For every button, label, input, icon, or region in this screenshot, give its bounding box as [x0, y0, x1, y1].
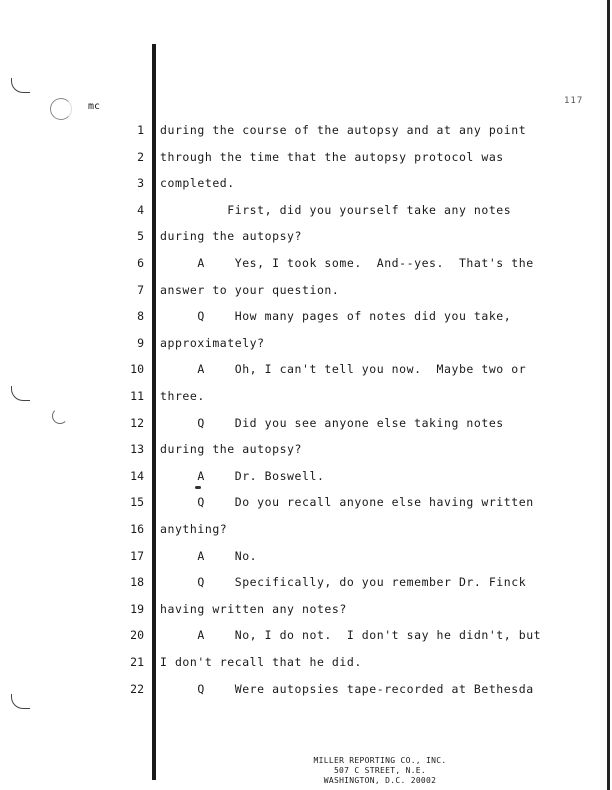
line-number: 4 [137, 202, 144, 217]
transcript-line [0, 682, 612, 704]
line-text: Q Did you see anyone else taking notes [160, 415, 504, 430]
line-number: 20 [130, 628, 144, 643]
line-number: 16 [130, 522, 144, 536]
footer-company: MILLER REPORTING CO., INC. [313, 756, 447, 765]
line-number: 11 [130, 389, 144, 403]
transcript-line [0, 283, 612, 305]
punch-hole-mark [11, 78, 30, 93]
transcript-line [0, 150, 612, 172]
typist-initials: mc [88, 101, 101, 112]
transcript-line [0, 176, 612, 198]
line-number: 5 [137, 229, 144, 244]
transcript-line [0, 655, 612, 677]
transcript-line [0, 229, 612, 251]
line-text: I don't recall that he did. [160, 655, 362, 669]
line-number: 9 [137, 335, 144, 350]
transcript-line [0, 549, 612, 571]
transcript-line [0, 469, 612, 491]
line-text: A No, I do not. I don't say he didn't, but [160, 628, 542, 643]
line-text: Q Do you recall anyone else having written [160, 495, 534, 510]
line-text: during the autopsy? [160, 229, 302, 244]
line-text: during the course of the autopsy and at any point [160, 123, 527, 137]
transcript-line [0, 309, 612, 331]
page-number: 117 [564, 96, 584, 106]
line-text: having written any notes? [160, 601, 347, 616]
line-text: A Dr. Boswell. [160, 468, 325, 483]
line-number: 7 [137, 282, 144, 297]
transcript-line [0, 123, 612, 145]
reporter-footer [290, 756, 470, 786]
transcript-line [0, 575, 612, 597]
line-text: three. [160, 389, 205, 403]
transcript-line [0, 362, 612, 384]
pen-mark [195, 486, 201, 489]
line-number: 3 [137, 176, 144, 191]
transcript-line [0, 442, 612, 464]
line-text: A No. [160, 548, 258, 563]
transcript-line [0, 336, 612, 358]
line-text: answer to your question. [160, 282, 340, 297]
line-number: 17 [130, 548, 144, 563]
transcript-line [0, 389, 612, 411]
footer-street: 507 C STREET, N.E. [333, 766, 427, 775]
line-text: A Yes, I took some. And--yes. That's the [160, 256, 534, 270]
line-number: 1 [137, 123, 144, 137]
transcript-line [0, 602, 612, 624]
transcript-line [0, 203, 612, 225]
line-number: 13 [130, 442, 144, 457]
line-text: Q How many pages of notes did you take, [160, 309, 512, 324]
line-text: Q Specifically, do you remember Dr. Finck [160, 575, 527, 590]
line-number: 14 [130, 468, 144, 483]
circle-stamp [50, 98, 72, 120]
line-text: during the autopsy? [160, 442, 302, 457]
transcript-line [0, 256, 612, 278]
footer-city: WASHINGTON, D.C. 20002 [323, 776, 437, 785]
line-number: 15 [130, 495, 144, 510]
line-number: 18 [130, 575, 144, 590]
transcript-line [0, 416, 612, 438]
transcript-line [0, 495, 612, 517]
line-text: anything? [160, 522, 228, 536]
line-text: completed. [160, 176, 235, 191]
line-number: 8 [137, 309, 144, 324]
line-number: 2 [137, 149, 144, 164]
line-number: 10 [130, 362, 144, 377]
line-number: 6 [137, 256, 144, 270]
line-text: through the time that the autopsy protocol was [160, 149, 504, 164]
line-text: Q Were autopsies tape-recorded at Bethesda [160, 681, 534, 696]
line-number: 22 [130, 681, 144, 696]
line-number: 21 [130, 655, 144, 669]
line-number: 12 [130, 415, 144, 430]
transcript-line [0, 522, 612, 544]
line-number: 19 [130, 601, 144, 616]
line-text: A Oh, I can't tell you now. Maybe two or [160, 362, 527, 377]
transcript-line [0, 628, 612, 650]
line-text: First, did you yourself take any notes [160, 202, 512, 217]
line-text: approximately? [160, 335, 265, 350]
